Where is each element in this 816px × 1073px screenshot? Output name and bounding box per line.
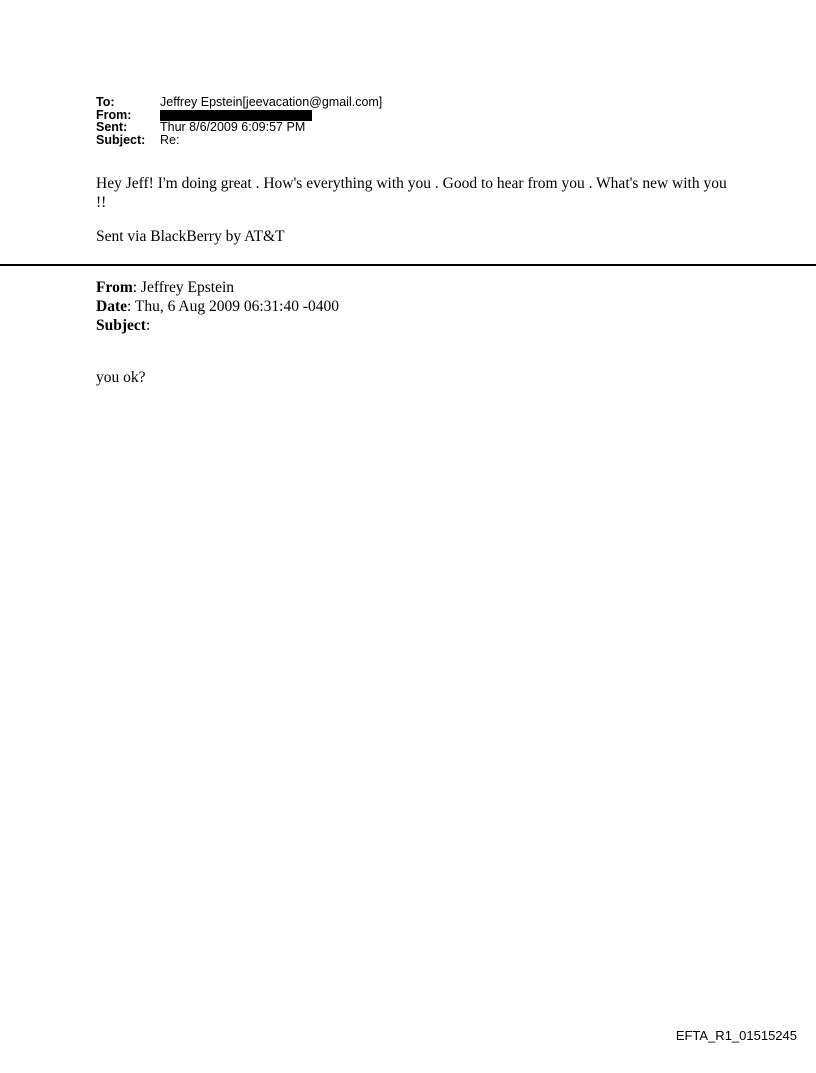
- to-value: Jeffrey Epstein[jeevacation@gmail.com]: [160, 95, 383, 109]
- quoted-date-label: Date: [96, 298, 127, 315]
- quoted-subject-row: [96, 316, 339, 335]
- to-row: [96, 96, 382, 109]
- message-signature: Sent via BlackBerry by AT&T: [96, 228, 285, 245]
- quote-divider: [0, 264, 816, 266]
- message-body: Hey Jeff! I'm doing great . How's everything with you . Good to hear from you . What's new with you !!: [96, 175, 727, 211]
- subject-row: [96, 134, 382, 147]
- email-header: [96, 96, 382, 146]
- sent-label: Sent:: [96, 120, 128, 134]
- subject-value: Re:: [160, 132, 180, 147]
- quoted-date-row: [96, 297, 339, 316]
- sent-value: Thur 8/6/2009 6:09:57 PM: [160, 120, 306, 134]
- sent-row: [96, 121, 382, 134]
- document-id: EFTA_R1_01515245: [675, 1028, 797, 1043]
- quoted-from-label: From: [96, 279, 133, 296]
- quoted-header: [96, 278, 339, 335]
- quoted-body: you ok?: [96, 369, 146, 386]
- to-label: To:: [96, 95, 115, 109]
- from-label: From:: [96, 107, 132, 122]
- quoted-from-value: : Jeffrey Epstein: [132, 279, 235, 296]
- from-redaction: [160, 110, 312, 121]
- quoted-from-row: [96, 278, 339, 297]
- quoted-subject-value: :: [145, 317, 151, 334]
- subject-label: Subject:: [96, 132, 146, 147]
- quoted-subject-label: Subject: [96, 317, 146, 334]
- quoted-date-value: : Thu, 6 Aug 2009 06:31:40 -0400: [127, 298, 339, 315]
